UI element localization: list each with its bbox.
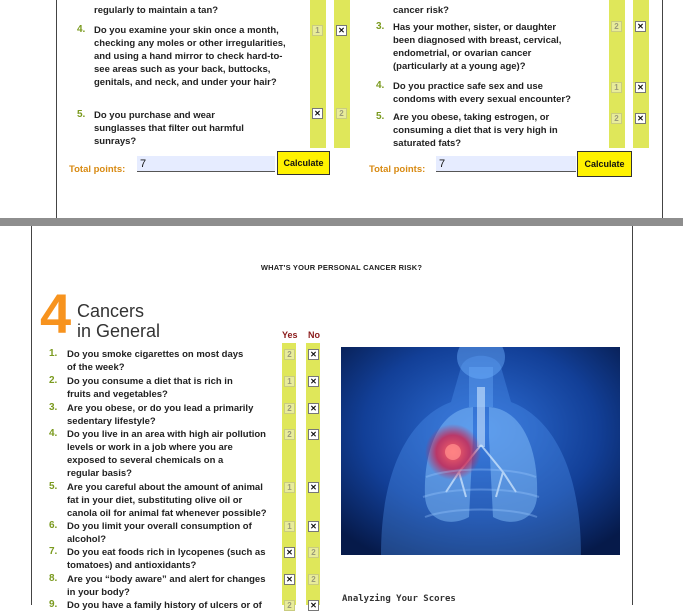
top-right-question-num: 5. [376,111,385,122]
section-title-line-1: Cancers [77,301,145,321]
top-left-question-text: Do you examine your skin once a month, checking any moles or other irregularities, and using a hand mirror to check hard-to-see areas such as your back, buttocks, genitals, and neck, and under your hair? [94,25,286,88]
question-text-line: fat in your diet, substituting olive oil or [67,495,243,506]
question-text-line: Do you live in an area with high air pollution [67,429,266,440]
question-text-line: of the week? [67,362,125,373]
calculate-button[interactable]: Calculate [277,151,330,175]
answer-box[interactable]: ✕ [312,108,323,119]
question-text-line: alcohol? [67,534,107,545]
question-text-line: Do you eat foods rich in lycopenes (such as [67,547,266,558]
question-text-line: canola oil for animal fat whenever possible? [67,508,267,519]
section-title-line-2: in General [77,321,161,341]
question-text-line: Are you “body aware” and alert for changes [67,574,266,585]
question-text-line: Do you smoke cigarettes on most days [67,349,244,360]
question-text-line: Do you limit your overall consumption of [67,521,252,532]
total-points-label: Total points: [69,164,126,175]
answer-box[interactable]: ✕ [308,600,319,611]
top-left-question-num: 4. [77,24,86,35]
yes-label: Yes [282,330,298,340]
question-text-line: Do you consume a diet that is rich in [67,376,233,387]
top-left-question-text: Do you purchase and wear sunglasses that filter out harmful sunrays? [94,110,244,147]
top-left-yes-column [310,0,326,148]
question-number: 2. [49,375,58,386]
question-number: 9. [49,599,58,610]
answer-box[interactable]: 2 [284,429,295,440]
answer-box[interactable]: 1 [312,25,323,36]
analyzing-scores-heading: Analyzing Your Scores [342,594,456,604]
answer-box[interactable]: 2 [308,547,319,558]
question-text-line: fruits and vegetables? [67,389,168,400]
no-label: No [308,330,320,340]
question-text-line: tomatoes) and antioxidants? [67,560,197,571]
answer-box[interactable]: ✕ [308,376,319,387]
question-number: 3. [49,402,58,413]
answer-box[interactable]: ✕ [308,521,319,532]
question-number: 4. [49,428,58,439]
answer-box[interactable]: ✕ [635,82,646,93]
total-points-field[interactable]: 7 [137,156,275,172]
question-text-line: exposed to several chemicals on a [67,455,224,466]
top-right-question-text: Has your mother, sister, or daughter been diagnosed with breast, cervical, endometrial, or ovarian cancer (particularly at a young age)? [393,22,562,72]
top-left-no-column [334,0,350,148]
question-text-line: Do you have a family history of ulcers or of [67,600,262,611]
section-number: 4 [40,282,72,345]
page-header: WHAT'S YOUR PERSONAL CANCER RISK? [260,263,423,272]
total-points-label: Total points: [369,164,426,175]
lungs-illustration [341,347,620,555]
top-left-question-num: 5. [77,109,86,120]
page-separator [0,218,683,226]
answer-box[interactable]: ✕ [308,429,319,440]
answer-box[interactable]: 2 [611,113,622,124]
question-text-line: levels or work in a job where you are [67,442,233,453]
calculate-button[interactable]: Calculate [577,151,632,177]
question-text-line: in your body? [67,587,130,598]
answer-box[interactable]: 2 [284,349,295,360]
answer-box[interactable]: 2 [336,108,347,119]
answer-box[interactable]: 2 [284,403,295,414]
top-right-question-num: 3. [376,21,385,32]
answer-box[interactable]: ✕ [284,574,295,585]
top-right-question-text: Do you practice safe sex and use condoms with every sexual encounter? [393,81,571,105]
question-number: 5. [49,481,58,492]
answer-box[interactable]: ✕ [635,21,646,32]
answer-box[interactable]: ✕ [308,349,319,360]
total-points-field[interactable]: 7 [436,156,576,172]
answer-box[interactable]: 1 [611,82,622,93]
answer-box[interactable]: ✕ [336,25,347,36]
top-right-question-num: 4. [376,80,385,91]
lungs-image [341,347,620,555]
question-number: 1. [49,348,58,359]
question-number: 7. [49,546,58,557]
answer-box[interactable]: 1 [284,482,295,493]
answer-box[interactable]: ✕ [308,482,319,493]
answer-box[interactable]: 1 [284,521,295,532]
question-text-line: Are you careful about the amount of animal [67,482,263,493]
answer-box[interactable]: ✕ [635,113,646,124]
top-right-question-0: cancer risk? [393,5,449,16]
top-left-question-0: regularly to maintain a tan? [94,5,219,16]
question-text-line: regular basis? [67,468,132,479]
answer-box[interactable]: ✕ [284,547,295,558]
answer-box[interactable]: 2 [284,600,295,611]
answer-box[interactable]: 2 [308,574,319,585]
answer-box[interactable]: ✕ [308,403,319,414]
question-number: 6. [49,520,58,531]
answer-box[interactable]: 1 [284,376,295,387]
answer-box[interactable]: 2 [611,21,622,32]
question-text-line: sedentary lifestyle? [67,416,156,427]
top-right-question-text: Are you obese, taking estrogen, or consuming a diet that is very high in saturated fats? [393,112,558,149]
question-text-line: Are you obese, or do you lead a primarily [67,403,254,414]
question-number: 8. [49,573,58,584]
